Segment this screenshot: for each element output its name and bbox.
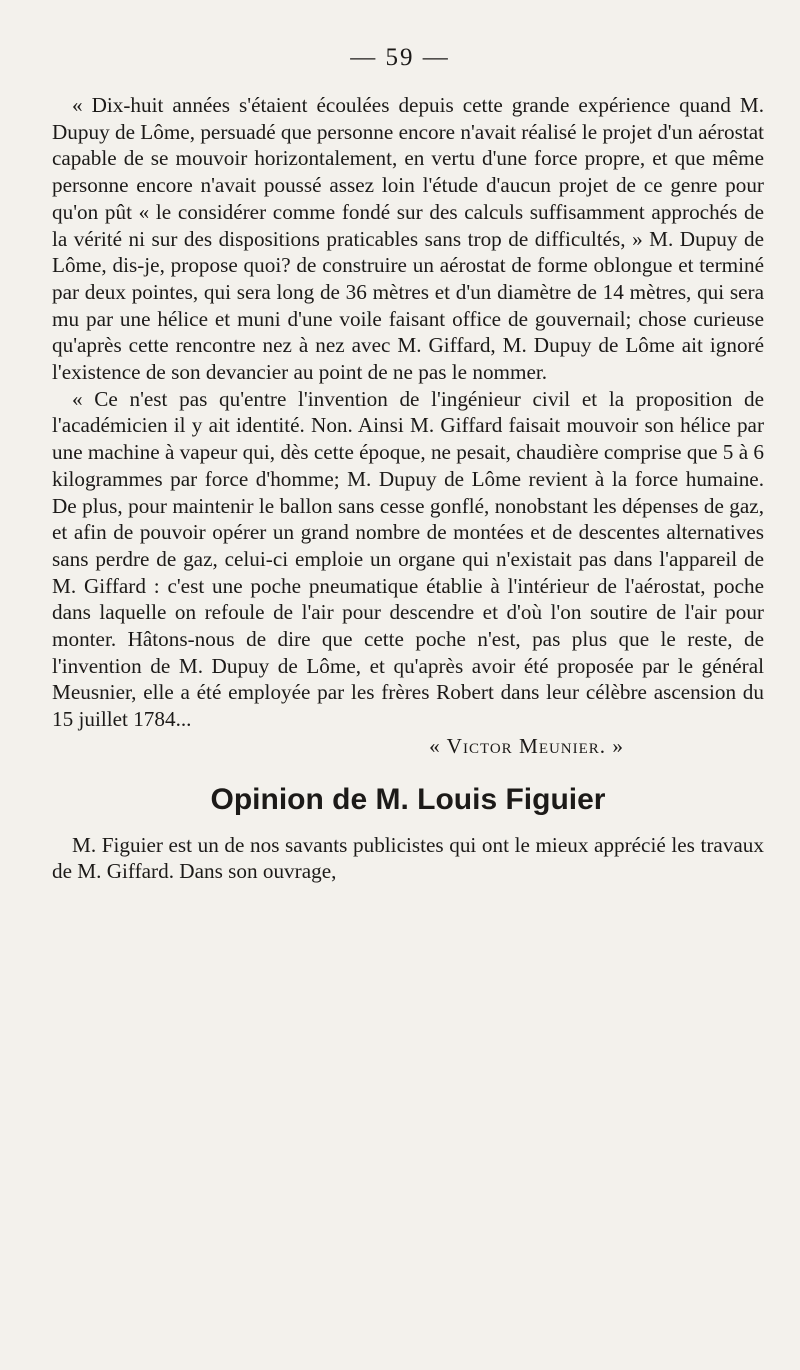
paragraph-3: M. Figuier est un de nos savants publicistes qui ont le mieux apprécié les travaux de M. Giffard. Dans son ouvrage, bbox=[52, 832, 764, 884]
page-number: — 59 — bbox=[350, 44, 450, 71]
body-text bbox=[52, 92, 764, 885]
section-heading: Opinion de M. Louis Figuier bbox=[210, 782, 606, 816]
paragraph-2: « Ce n'est pas qu'entre l'invention de l'ingénieur civil et la proposition de l'académicien il y ait identité. Non. Ainsi M. Giffard faisait mouvoir son hélice par une machine à vapeur qui, dès cette époque, ne pesait, chaudière comprise que 5 à 6 kilogrammes par force d'homme; M. Dupuy de Lôme revient à la force humaine. De plus, pour maintenir le ballon sans cesse gonflé, nonobstant les dépenses de gaz, et afin de pouvoir opérer un grand nombre de montées et de descentes alternatives sans perdre de gaz, celui-ci emploie un organe qui n'existait pas dans l'appareil de M. Giffard : c'est une poche pneumatique établie à l'intérieur de l'aérostat, poche dans laquelle on refoule de l'air pour descendre et d'où l'on soutire de l'air pour monter. Hâtons-nous de dire que cette poche n'est, pas plus que le reste, de l'invention de M. Dupuy de Lôme, et qu'après avoir été proposée par le général Meusnier, elle a été employée par les frères Robert dans leur célèbre ascension du 15 juillet 1784... bbox=[52, 386, 764, 732]
signature: « Victor Meunier. » bbox=[429, 733, 624, 758]
paragraph-1: « Dix-huit années s'étaient écoulées depuis cette grande expérience quand M. Dupuy de Lôme, persuadé que personne encore n'avait réalisé le projet d'un aérostat capable de se mouvoir horizontalement, en vertu d'une force propre, et que même personne encore n'avait poussé assez loin l'étude d'aucun projet de ce genre pour qu'on pût « le considérer comme fondé sur des calculs suffisamment approchés de la vérité ni sur des dispositions praticables sans trop de difficultés, » M. Dupuy de Lôme, dis-je, propose quoi? de construire un aérostat de forme oblongue et terminé par deux pointes, qui sera long de 36 mètres et d'un diamètre de 14 mètres, qui sera mu par une hélice et muni d'une voile faisant office de gouvernail; chose curieuse qu'après cette rencontre nez à nez avec M. Giffard, M. Dupuy de Lôme ait ignoré l'existence de son devancier au point de ne pas le nommer. bbox=[52, 93, 764, 385]
